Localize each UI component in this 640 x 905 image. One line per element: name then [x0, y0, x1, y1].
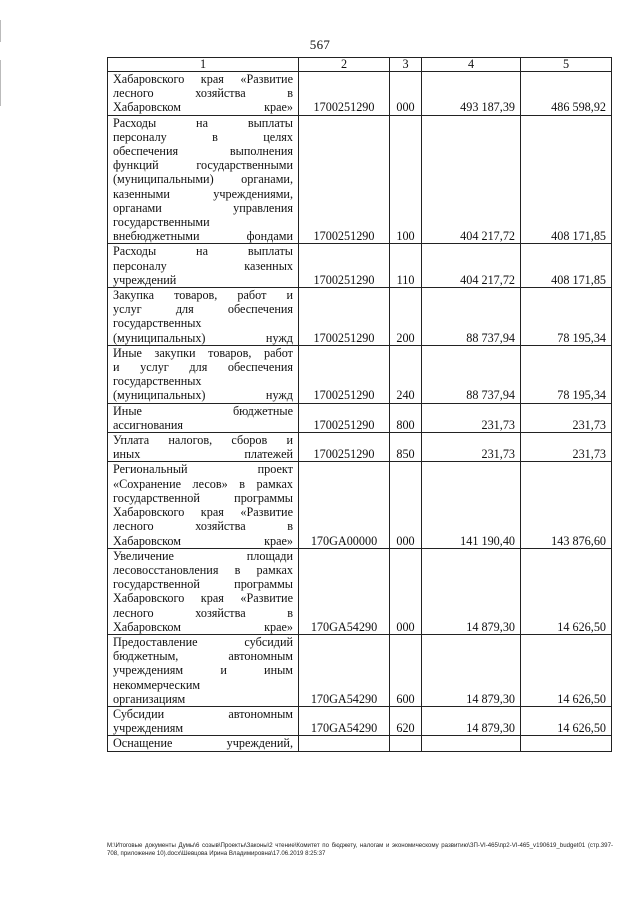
row-amount-2021-cell: 408 171,85 — [521, 244, 612, 288]
row-name-cell — [108, 736, 299, 751]
row-name-line: Хабаровского края «Развитие — [113, 505, 293, 520]
row-expense-type-cell: 850 — [390, 433, 422, 462]
row-expense-type-cell: 240 — [390, 345, 422, 403]
header-row — [108, 58, 612, 72]
table-body — [108, 72, 612, 752]
table-row — [108, 72, 612, 116]
table-row — [108, 462, 612, 548]
table-row — [108, 433, 612, 462]
row-name-cell — [108, 72, 299, 116]
row-name-line: казенными учреждениями, — [113, 186, 293, 201]
row-amount-2020-cell: 493 187,39 — [422, 72, 521, 116]
row-name-line: Субсидии автономным — [113, 706, 293, 721]
column-header: 5 — [521, 58, 612, 72]
row-name-line: Иные закупки товаров, работ — [113, 345, 293, 360]
row-name-line: Расходы на выплаты — [113, 115, 293, 130]
row-name-line: государственной программы — [113, 490, 293, 505]
row-name-line: Хабаровского края «Развитие — [113, 72, 293, 86]
row-code-cell: 1700251290 — [299, 72, 390, 116]
row-amount-2021-cell: 408 171,85 — [521, 115, 612, 244]
row-amount-2020-cell: 404 217,72 — [422, 115, 521, 244]
row-code-cell: 170GA00000 — [299, 462, 390, 548]
document-path-footer: M:\Итоговые документы Думы\6 созыв\Проекты\Законы\2 чтение\Комитет по бюджету, налогам и экономическому развитию\ЗП-VI-465\пр2-VI-465_v190619_budget01 (стр.397-708, приложение 10).docx\Шевцова Ирина Владимировна\17.06.2019 8:25:37 — [107, 842, 613, 858]
row-name-line: и услуг для обеспечения — [113, 360, 293, 375]
row-amount-2021-cell — [521, 736, 612, 751]
row-name-line: бюджетным, автономным — [113, 649, 293, 664]
row-code-cell: 170GA54290 — [299, 706, 390, 735]
table-row — [108, 403, 612, 432]
column-header: 3 — [390, 58, 422, 72]
row-name-line: некоммерческим — [113, 677, 201, 692]
column-header: 1 — [108, 58, 299, 72]
row-name-line: Региональный проект — [113, 462, 293, 477]
row-code-cell: 170GA54290 — [299, 548, 390, 634]
row-name-cell — [108, 548, 299, 634]
column-header: 2 — [299, 58, 390, 72]
row-expense-type-cell: 000 — [390, 462, 422, 548]
row-amount-2020-cell: 14 879,30 — [422, 634, 521, 706]
table-row — [108, 288, 612, 346]
row-name-line: Хабаровском крае» — [113, 619, 293, 634]
row-name-line: государственных — [113, 316, 202, 331]
row-name-line: «Сохранение лесов» в рамках — [113, 476, 293, 491]
row-amount-2020-cell — [422, 736, 521, 751]
column-header: 4 — [422, 58, 521, 72]
row-name-line: государственной программы — [113, 577, 293, 592]
row-amount-2021-cell: 231,73 — [521, 433, 612, 462]
row-expense-type-cell: 200 — [390, 288, 422, 346]
row-name-line: Хабаровском крае» — [113, 533, 293, 548]
row-name-line: организациям — [113, 691, 186, 706]
row-code-cell: 1700251290 — [299, 433, 390, 462]
row-name-line: Хабаровском крае» — [113, 100, 293, 115]
row-name-line: учреждений — [113, 272, 177, 287]
row-amount-2021-cell: 78 195,34 — [521, 288, 612, 346]
row-amount-2020-cell: 14 879,30 — [422, 548, 521, 634]
table-row — [108, 706, 612, 735]
row-name-cell — [108, 433, 299, 462]
row-name-cell — [108, 244, 299, 288]
row-name-line: Хабаровского края «Развитие — [113, 591, 293, 606]
row-code-cell: 1700251290 — [299, 403, 390, 432]
row-amount-2020-cell: 141 190,40 — [422, 462, 521, 548]
row-expense-type-cell: 000 — [390, 548, 422, 634]
row-name-line: учреждениям и иным — [113, 663, 293, 678]
row-name-line: Увеличение площади — [113, 548, 293, 563]
row-expense-type-cell: 100 — [390, 115, 422, 244]
row-name-line: (муниципальных) нужд — [113, 388, 293, 403]
row-name-line: ассигнования — [113, 417, 184, 432]
row-name-cell — [108, 345, 299, 403]
table-row — [108, 115, 612, 244]
row-name-line: государственных — [113, 374, 202, 389]
row-name-line: Предоставление субсидий — [113, 634, 293, 649]
row-amount-2021-cell: 14 626,50 — [521, 634, 612, 706]
row-amount-2020-cell: 231,73 — [422, 433, 521, 462]
row-name-line: (муниципальных) нужд — [113, 330, 293, 345]
row-name-line: Иные бюджетные — [113, 403, 293, 418]
row-name-line: иных платежей — [113, 447, 293, 462]
row-name-line: внебюджетными фондами — [113, 229, 293, 244]
row-amount-2021-cell: 14 626,50 — [521, 706, 612, 735]
row-name-line: (муниципальными) органами, — [113, 172, 293, 187]
row-amount-2021-cell: 78 195,34 — [521, 345, 612, 403]
row-amount-2020-cell: 88 737,94 — [422, 288, 521, 346]
row-name-cell — [108, 634, 299, 706]
row-name-line: персоналу казенных — [113, 258, 293, 273]
row-name-cell — [108, 288, 299, 346]
table-row — [108, 736, 612, 751]
row-name-line: функций государственными — [113, 158, 293, 173]
row-name-line: лесовосстановления в рамках — [113, 562, 293, 577]
row-amount-2020-cell: 404 217,72 — [422, 244, 521, 288]
row-code-cell: 1700251290 — [299, 115, 390, 244]
row-name-line: услуг для обеспечения — [113, 302, 293, 317]
row-code-cell: 1700251290 — [299, 244, 390, 288]
row-code-cell: 1700251290 — [299, 345, 390, 403]
row-code-cell: 170GA54290 — [299, 634, 390, 706]
row-amount-2021-cell: 486 598,92 — [521, 72, 612, 116]
row-expense-type-cell — [390, 736, 422, 751]
row-name-line: обеспечения выполнения — [113, 144, 293, 159]
row-expense-type-cell: 620 — [390, 706, 422, 735]
row-amount-2020-cell: 88 737,94 — [422, 345, 521, 403]
row-name-line: Оснащение учреждений, — [113, 736, 293, 751]
row-name-line: лесного хозяйства в — [113, 605, 293, 620]
table-row — [108, 548, 612, 634]
row-name-line: персоналу в целях — [113, 129, 293, 144]
row-name-line: лесного хозяйства в — [113, 86, 293, 101]
row-name-cell — [108, 706, 299, 735]
row-name-line: Расходы на выплаты — [113, 244, 293, 259]
margin-mark — [0, 60, 1, 106]
table-row — [108, 634, 612, 706]
row-name-cell — [108, 462, 299, 548]
row-amount-2021-cell: 14 626,50 — [521, 548, 612, 634]
row-name-line: Закупка товаров, работ и — [113, 288, 293, 303]
table-row — [108, 345, 612, 403]
row-amount-2021-cell: 231,73 — [521, 403, 612, 432]
row-expense-type-cell: 600 — [390, 634, 422, 706]
row-code-cell: 1700251290 — [299, 288, 390, 346]
row-amount-2020-cell: 14 879,30 — [422, 706, 521, 735]
row-name-cell — [108, 403, 299, 432]
table-row — [108, 244, 612, 288]
row-name-cell — [108, 115, 299, 244]
row-name-line: государственными — [113, 215, 210, 230]
budget-table — [107, 57, 612, 752]
row-name-line: органами управления — [113, 200, 293, 215]
row-name-line: учреждениям — [113, 721, 184, 736]
row-expense-type-cell: 110 — [390, 244, 422, 288]
page-number: 567 — [309, 37, 331, 52]
row-code-cell — [299, 736, 390, 751]
row-name-line: лесного хозяйства в — [113, 519, 293, 534]
row-name-line: Уплата налогов, сборов и — [113, 433, 293, 448]
row-amount-2020-cell: 231,73 — [422, 403, 521, 432]
row-expense-type-cell: 000 — [390, 72, 422, 116]
row-expense-type-cell: 800 — [390, 403, 422, 432]
row-amount-2021-cell: 143 876,60 — [521, 462, 612, 548]
